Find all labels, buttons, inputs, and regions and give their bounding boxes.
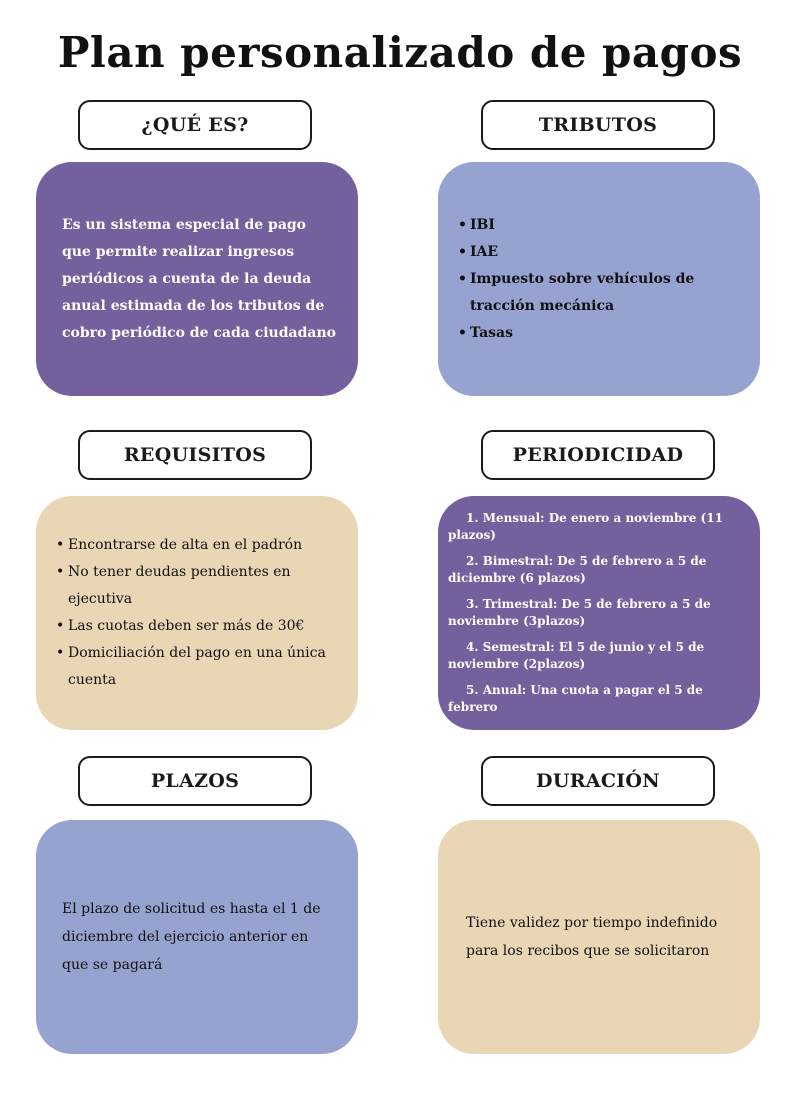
section-label-que-es: ¿QUÉ ES? — [78, 100, 312, 150]
list-item: • Las cuotas deben ser más de 30€ — [56, 613, 336, 640]
list-item: 4. Semestral: El 5 de junio y el 5 de noviembre (2plazos) — [448, 640, 705, 671]
requisitos-list — [56, 532, 336, 694]
page-title: Plan personalizado de pagos — [57, 28, 743, 77]
periodicidad-card — [438, 496, 760, 730]
plazos-text: El plazo de solicitud es hasta el 1 de diciembre del ejercicio anterior en que se pagará — [62, 901, 321, 973]
section-label-plazos: PLAZOS — [78, 756, 312, 806]
list-item: • IAE — [458, 239, 738, 266]
list-item: 2. Bimestral: De 5 de febrero a 5 de diciembre (6 plazos) — [448, 554, 707, 585]
list-item: 1. Mensual: De enero a noviembre (11 plazos) — [448, 511, 723, 542]
list-item: • No tener deudas pendientes en ejecutiva — [56, 559, 336, 613]
que-es-text: Es un sistema especial de pago que permite realizar ingresos periódicos a cuenta de la deuda anual estimada de los tributos de cobro periódico de cada ciudadano — [62, 216, 336, 341]
list-item: • Tasas — [458, 320, 738, 347]
requisitos-card — [36, 496, 358, 730]
duracion-text: Tiene validez por tiempo indefinido para los recibos que se solicitaron — [466, 915, 718, 959]
tributos-card — [438, 162, 760, 396]
section-label-duracion: DURACIÓN — [481, 756, 715, 806]
list-item: 5. Anual: Una cuota a pagar el 5 de febrero — [448, 683, 703, 714]
list-item: • Encontrarse de alta en el padrón — [56, 532, 336, 559]
que-es-card — [36, 162, 358, 396]
section-label-periodicidad: PERIODICIDAD — [481, 430, 715, 480]
section-label-requisitos: REQUISITOS — [78, 430, 312, 480]
periodicidad-list — [448, 510, 746, 716]
list-item: 3. Trimestral: De 5 de febrero a 5 de noviembre (3plazos) — [448, 597, 711, 628]
duracion-card — [438, 820, 760, 1054]
list-item: • Impuesto sobre vehículos de tracción mecánica — [458, 266, 738, 320]
section-label-tributos: TRIBUTOS — [481, 100, 715, 150]
list-item: • IBI — [458, 212, 738, 239]
tributos-list — [458, 212, 738, 347]
plazos-card — [36, 820, 358, 1054]
list-item: • Domiciliación del pago en una única cuenta — [56, 640, 336, 694]
